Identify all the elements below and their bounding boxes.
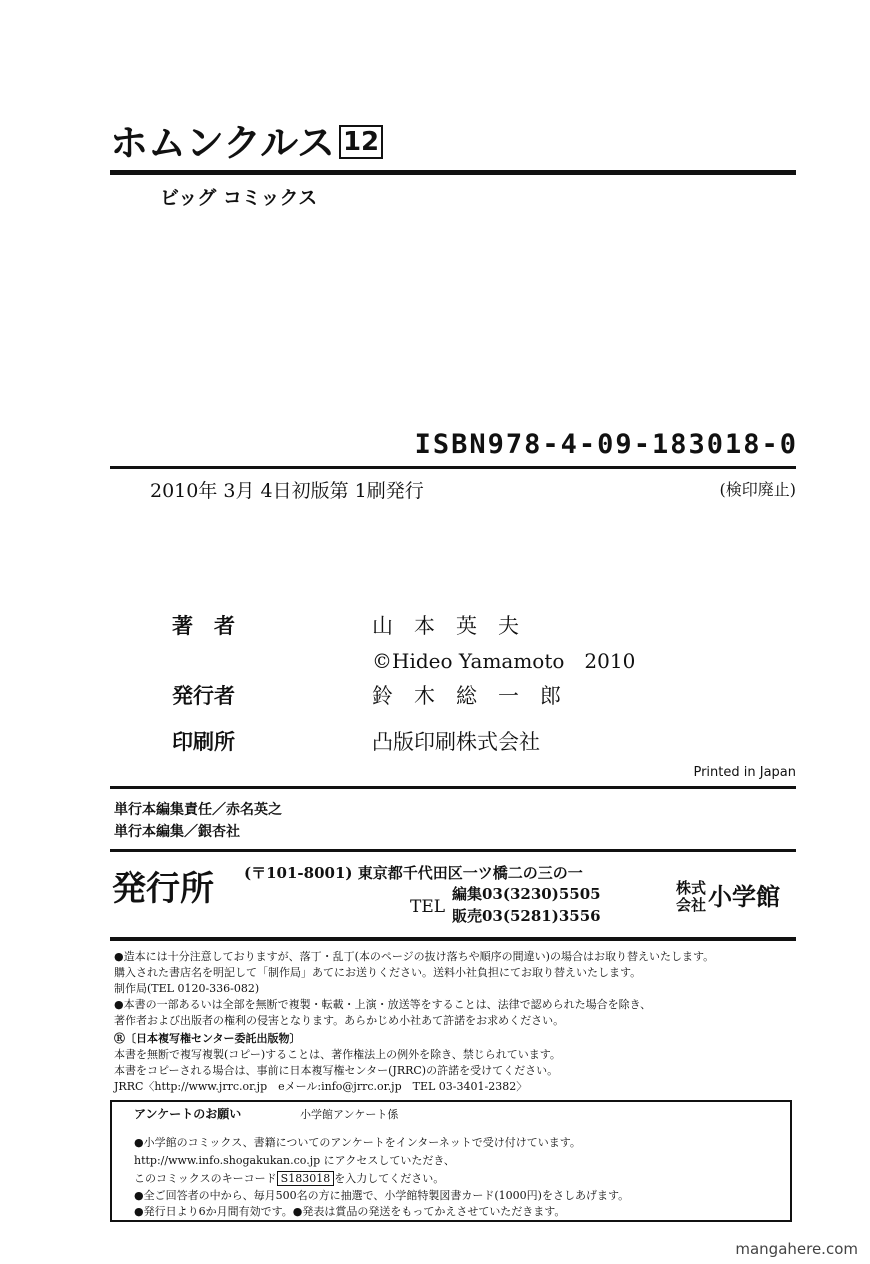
notice-3: 制作局(TEL 0120-336-082)	[114, 982, 260, 995]
notice-6: Ⓡ〔日本複写権センター委託出版物〕	[114, 1032, 301, 1045]
survey-line-3-after: を入力してください。	[334, 1172, 445, 1185]
notice-8: 本書をコピーされる場合は、事前に日本複写権センター(JRRC)の許諾を受けてください。	[114, 1064, 559, 1077]
company-prefix	[676, 880, 706, 914]
company-name: 小学館	[708, 883, 781, 911]
title-main: ホムンクルス	[110, 121, 335, 165]
publisher-heading: 発行所	[112, 869, 214, 909]
series-label: ビッグ コミックス	[160, 187, 318, 209]
notice-4: ●本書の一部あるいは全部を無断で複製・転載・上演・放送等をすることは、法律で認められた場合を除き、	[114, 998, 652, 1011]
author-name: 山 本 英 夫	[372, 614, 519, 638]
notice-2: 購入された書店名を明記して「制作局」あてにお送りください。送料小社負担にてお取り替えいたします。	[114, 966, 642, 979]
tel-sales: 販売03(5281)3556	[452, 907, 601, 925]
edition-note: (検印廃止)	[719, 480, 796, 499]
author-label: 著 者	[172, 614, 235, 638]
company-prefix-top: 株式	[676, 879, 707, 897]
notice-7: 本書を無断で複写複製(コピー)することは、著作権法上の例外を除き、禁じられています。	[114, 1048, 561, 1061]
survey-key-code: S183018	[277, 1171, 335, 1186]
survey-line-2: http://www.info.shogakukan.co.jp にアクセスしていただき、	[134, 1154, 455, 1167]
editor-line-1: 単行本編集責任／赤名英之	[114, 802, 282, 818]
printer-name: 凸版印刷株式会社	[372, 730, 540, 754]
tel-label: TEL	[410, 897, 446, 917]
watermark: mangahere.com	[735, 1240, 858, 1258]
survey-line-3	[134, 1172, 444, 1185]
editor-line-2: 単行本編集／銀杏社	[114, 824, 240, 840]
survey-line-1: ●小学館のコミックス、書籍についてのアンケートをインターネットで受け付けています。	[134, 1136, 581, 1149]
edition-date: 2010年 3月 4日初版第 1刷発行	[150, 480, 424, 502]
isbn-rule	[110, 466, 796, 469]
isbn: ISBN978-4-09-183018-0	[414, 429, 798, 460]
printer-label: 印刷所	[172, 730, 235, 754]
company-block	[676, 880, 780, 914]
company-prefix-bottom: 会社	[676, 896, 707, 914]
survey-dept: 小学館アンケート係	[300, 1108, 399, 1121]
survey-line-3-before: このコミックスのキーコード	[134, 1172, 277, 1185]
survey-line-5: ●発行日より6か月間有効です。●発表は賞品の発送をもってかえさせていただきます。	[134, 1205, 566, 1218]
credits-rule	[110, 786, 796, 789]
book-title	[110, 120, 383, 166]
publisher-address: (〒101-8001) 東京都千代田区一ツ橋二の三の一	[244, 864, 583, 882]
publisher-label: 発行者	[172, 684, 235, 708]
publisher-rule	[110, 937, 796, 941]
volume-number: 12	[339, 125, 383, 159]
notice-1: ●造本には十分注意しておりますが、落丁・乱丁(本のページの抜け落ちや順序の間違い)の場合はお取り替えいたします。	[114, 950, 715, 963]
title-rule	[110, 170, 796, 175]
copyright-line: ©Hideo Yamamoto 2010	[372, 649, 636, 673]
survey-line-4: ●全ご回答者の中から、毎月500名の方に抽選で、小学館特製図書カード(1000円)をさしあげます。	[134, 1189, 630, 1202]
notice-9: JRRC〈http://www.jrrc.or.jp eメール:info@jrrc.or.jp TEL 03-3401-2382〉	[114, 1080, 528, 1093]
notice-5: 著作者および出版者の権利の侵害となります。あらかじめ小社あて許諾をお求めください。	[114, 1014, 565, 1027]
survey-heading: アンケートのお願い	[134, 1107, 242, 1121]
editors-rule	[110, 849, 796, 852]
tel-edit: 編集03(3230)5505	[452, 885, 601, 903]
publisher-person: 鈴 木 総 一 郎	[372, 684, 561, 708]
printed-in-japan: Printed in Japan	[693, 765, 796, 780]
